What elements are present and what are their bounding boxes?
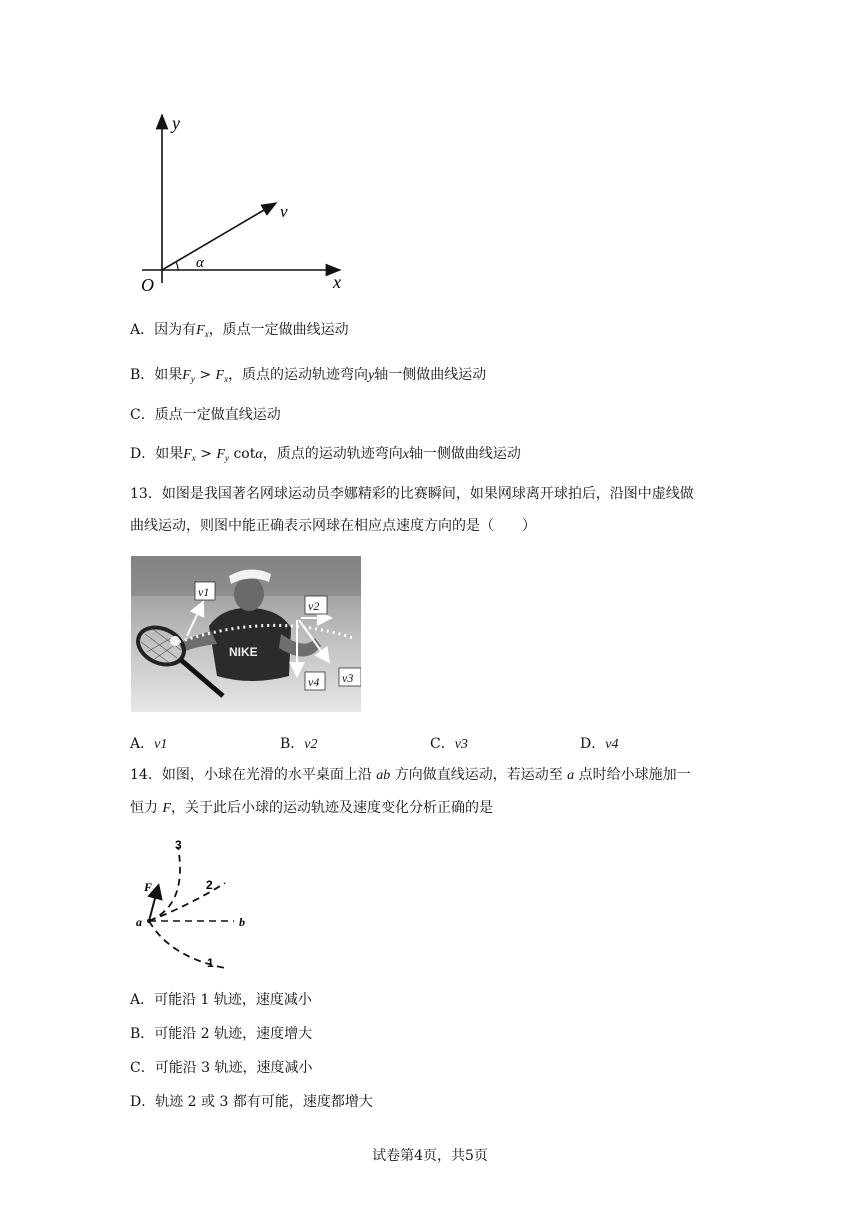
q14-option-a: A．可能沿 1 轨迹，速度减小 <box>130 992 312 1008</box>
q13-stem-line2: 曲线运动，则图中能正确表示网球在相应点速度方向的是（ ） <box>130 518 536 534</box>
q13-option-c: C．v3 <box>430 736 468 752</box>
photo-label-v3: v3 <box>342 671 354 685</box>
label-1: 1 <box>207 956 214 970</box>
q14-option-c: C．可能沿 3 轨迹，速度减小 <box>130 1060 313 1076</box>
q12-option-a: A．因为有$F_x$，质点一定做曲线运动 <box>130 322 349 339</box>
x-axis-label: x <box>333 272 341 292</box>
label-a: a <box>136 915 142 929</box>
q12-option-b: B．如果$F_y > F_x$，质点的运动轨迹弯向y轴一侧做曲线运动 <box>130 367 487 384</box>
velocity-vector <box>162 203 276 270</box>
photo-label-v4: v4 <box>308 675 320 689</box>
origin-label: O <box>141 275 154 295</box>
q13-stem-line1: 13．如图是我国著名网球运动员李娜精彩的比赛瞬间，如果网球离开球拍后，沿图中虚线做 <box>130 486 694 502</box>
label-F: F <box>144 880 153 894</box>
y-axis-label: y <box>172 113 180 133</box>
tennis-player-photo <box>131 556 361 712</box>
label-3: 3 <box>175 838 182 852</box>
q14-option-b: B．可能沿 2 轨迹，速度增大 <box>130 1026 313 1042</box>
page-footer: 试卷第4页，共5页 <box>372 1148 488 1164</box>
label-b: b <box>239 915 245 929</box>
q12-axes-figure <box>130 105 360 300</box>
q14-trajectory-figure <box>130 835 260 975</box>
point-a <box>147 919 151 923</box>
velocity-label: v <box>280 202 288 221</box>
q13-option-d: D．v4 <box>580 736 619 752</box>
q12-option-d: D．如果$F_x > F_y$ cotα，质点的运动轨迹弯向x轴一侧做曲线运动 <box>130 446 521 463</box>
q14-option-d: D．轨迹 2 或 3 都有可能，速度都增大 <box>130 1094 373 1110</box>
q14-stem-line1: 14．如图，小球在光滑的水平桌面上沿 ab 方向做直线运动，若运动至 a 点时给小球施加一 <box>130 767 691 783</box>
photo-label-v2: v2 <box>308 599 320 613</box>
q13-option-a: A．v1 <box>130 736 168 752</box>
photo-label-v1: v1 <box>198 585 210 599</box>
q12-option-c: C．质点一定做直线运动 <box>130 407 281 423</box>
svg-text:NIKE: NIKE <box>229 645 258 659</box>
q14-stem-line2: 恒力 F，关于此后小球的运动轨迹及速度变化分析正确的是 <box>130 800 494 816</box>
label-2: 2 <box>206 878 213 892</box>
q13-option-b: B．v2 <box>280 736 318 752</box>
angle-label: α <box>196 255 204 271</box>
angle-arc <box>176 262 178 270</box>
